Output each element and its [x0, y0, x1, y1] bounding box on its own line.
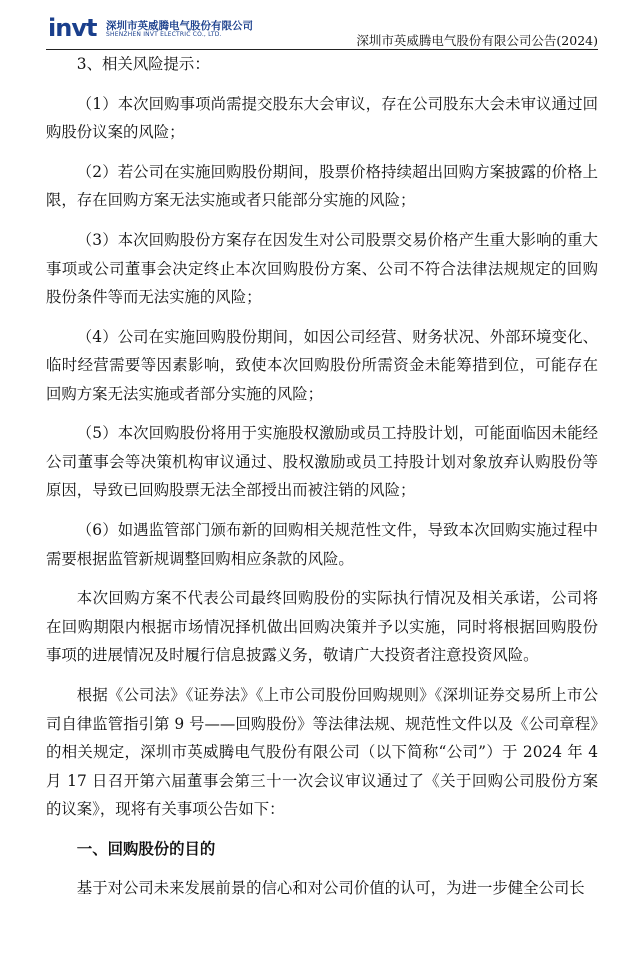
section-heading: 一、回购股份的目的: [76, 839, 216, 858]
risk-heading: 3、相关风险提示：: [76, 55, 210, 73]
document-body: [46, 48, 598, 903]
logo-company-cn: 深圳市英威腾电气股份有限公司: [106, 20, 253, 32]
basis-paragraph: 根据《公司法》《证券法》《上市公司股份回购规则》《深圳证券交易所上市公司自律监管指引第 9 号——回购股份》等法律法规、规范性文件以及《公司章程》的相关规定，深圳市英威腾电气股份有限公司（以下简称“公司”）于 2024 年 4 月 17 日召开第六届董事会第三十一次会议审议通过了《关于回购公司股份方案的议案》，现将有关事项公告如下：: [46, 686, 598, 818]
section-paragraph: 基于对公司未来发展前景的信心和对公司价值的认可，为进一步健全公司长: [76, 879, 585, 898]
page-header: [0, 0, 644, 52]
risk-item-2: （2）若公司在实施回购股份期间，股票价格持续超出回购方案披露的价格上限，存在回购方案无法实施或者只能部分实施的风险；: [46, 162, 598, 210]
risk-item-4: （4）公司在实施回购股份期间，如因公司经营、财务状况、外部环境变化、临时经营需要等因素影响，致使本次回购股份所需资金未能筹措到位，可能存在回购方案无法实施或者部分实施的风险；: [46, 327, 598, 403]
header-title: 深圳市英威腾电气股份有限公司公告(2024): [356, 33, 598, 48]
logo-company-en: SHENZHEN INVT ELECTRIC CO., LTD.: [106, 31, 222, 38]
risk-item-6: （6）如遇监管部门颁布新的回购相关规范性文件，导致本次回购实施过程中需要根据监管新规调整回购相应条款的风险。: [46, 521, 598, 568]
disclaimer-paragraph: 本次回购方案不代表公司最终回购股份的实际执行情况及相关承诺，公司将在回购期限内根据市场情况择机做出回购决策并予以实施，同时将根据回购股份事项的进展情况及时履行信息披露义务，敬请广大投资者注意投资风险。: [46, 589, 598, 665]
risk-item-3: （3）本次回购股份方案存在因发生对公司股票交易价格产生重大影响的重大事项或公司董事会决定终止本次回购股份方案、公司不符合法律法规规定的回购股份条件等而无法实施的风险；: [46, 231, 598, 307]
company-logo: [48, 14, 253, 42]
risk-item-1: （1）本次回购事项尚需提交股东大会审议，存在公司股东大会未审议通过回购股份议案的风险；: [46, 94, 598, 142]
risk-item-5: （5）本次回购股份将用于实施股权激励或员工持股计划，可能面临因未能经公司董事会等决策机构审议通过、股权激励或员工持股计划对象放弃认购股份等原因，导致已回购股票无法全部授出而被注销的风险；: [46, 424, 598, 500]
logo-brand: invt: [48, 14, 97, 42]
